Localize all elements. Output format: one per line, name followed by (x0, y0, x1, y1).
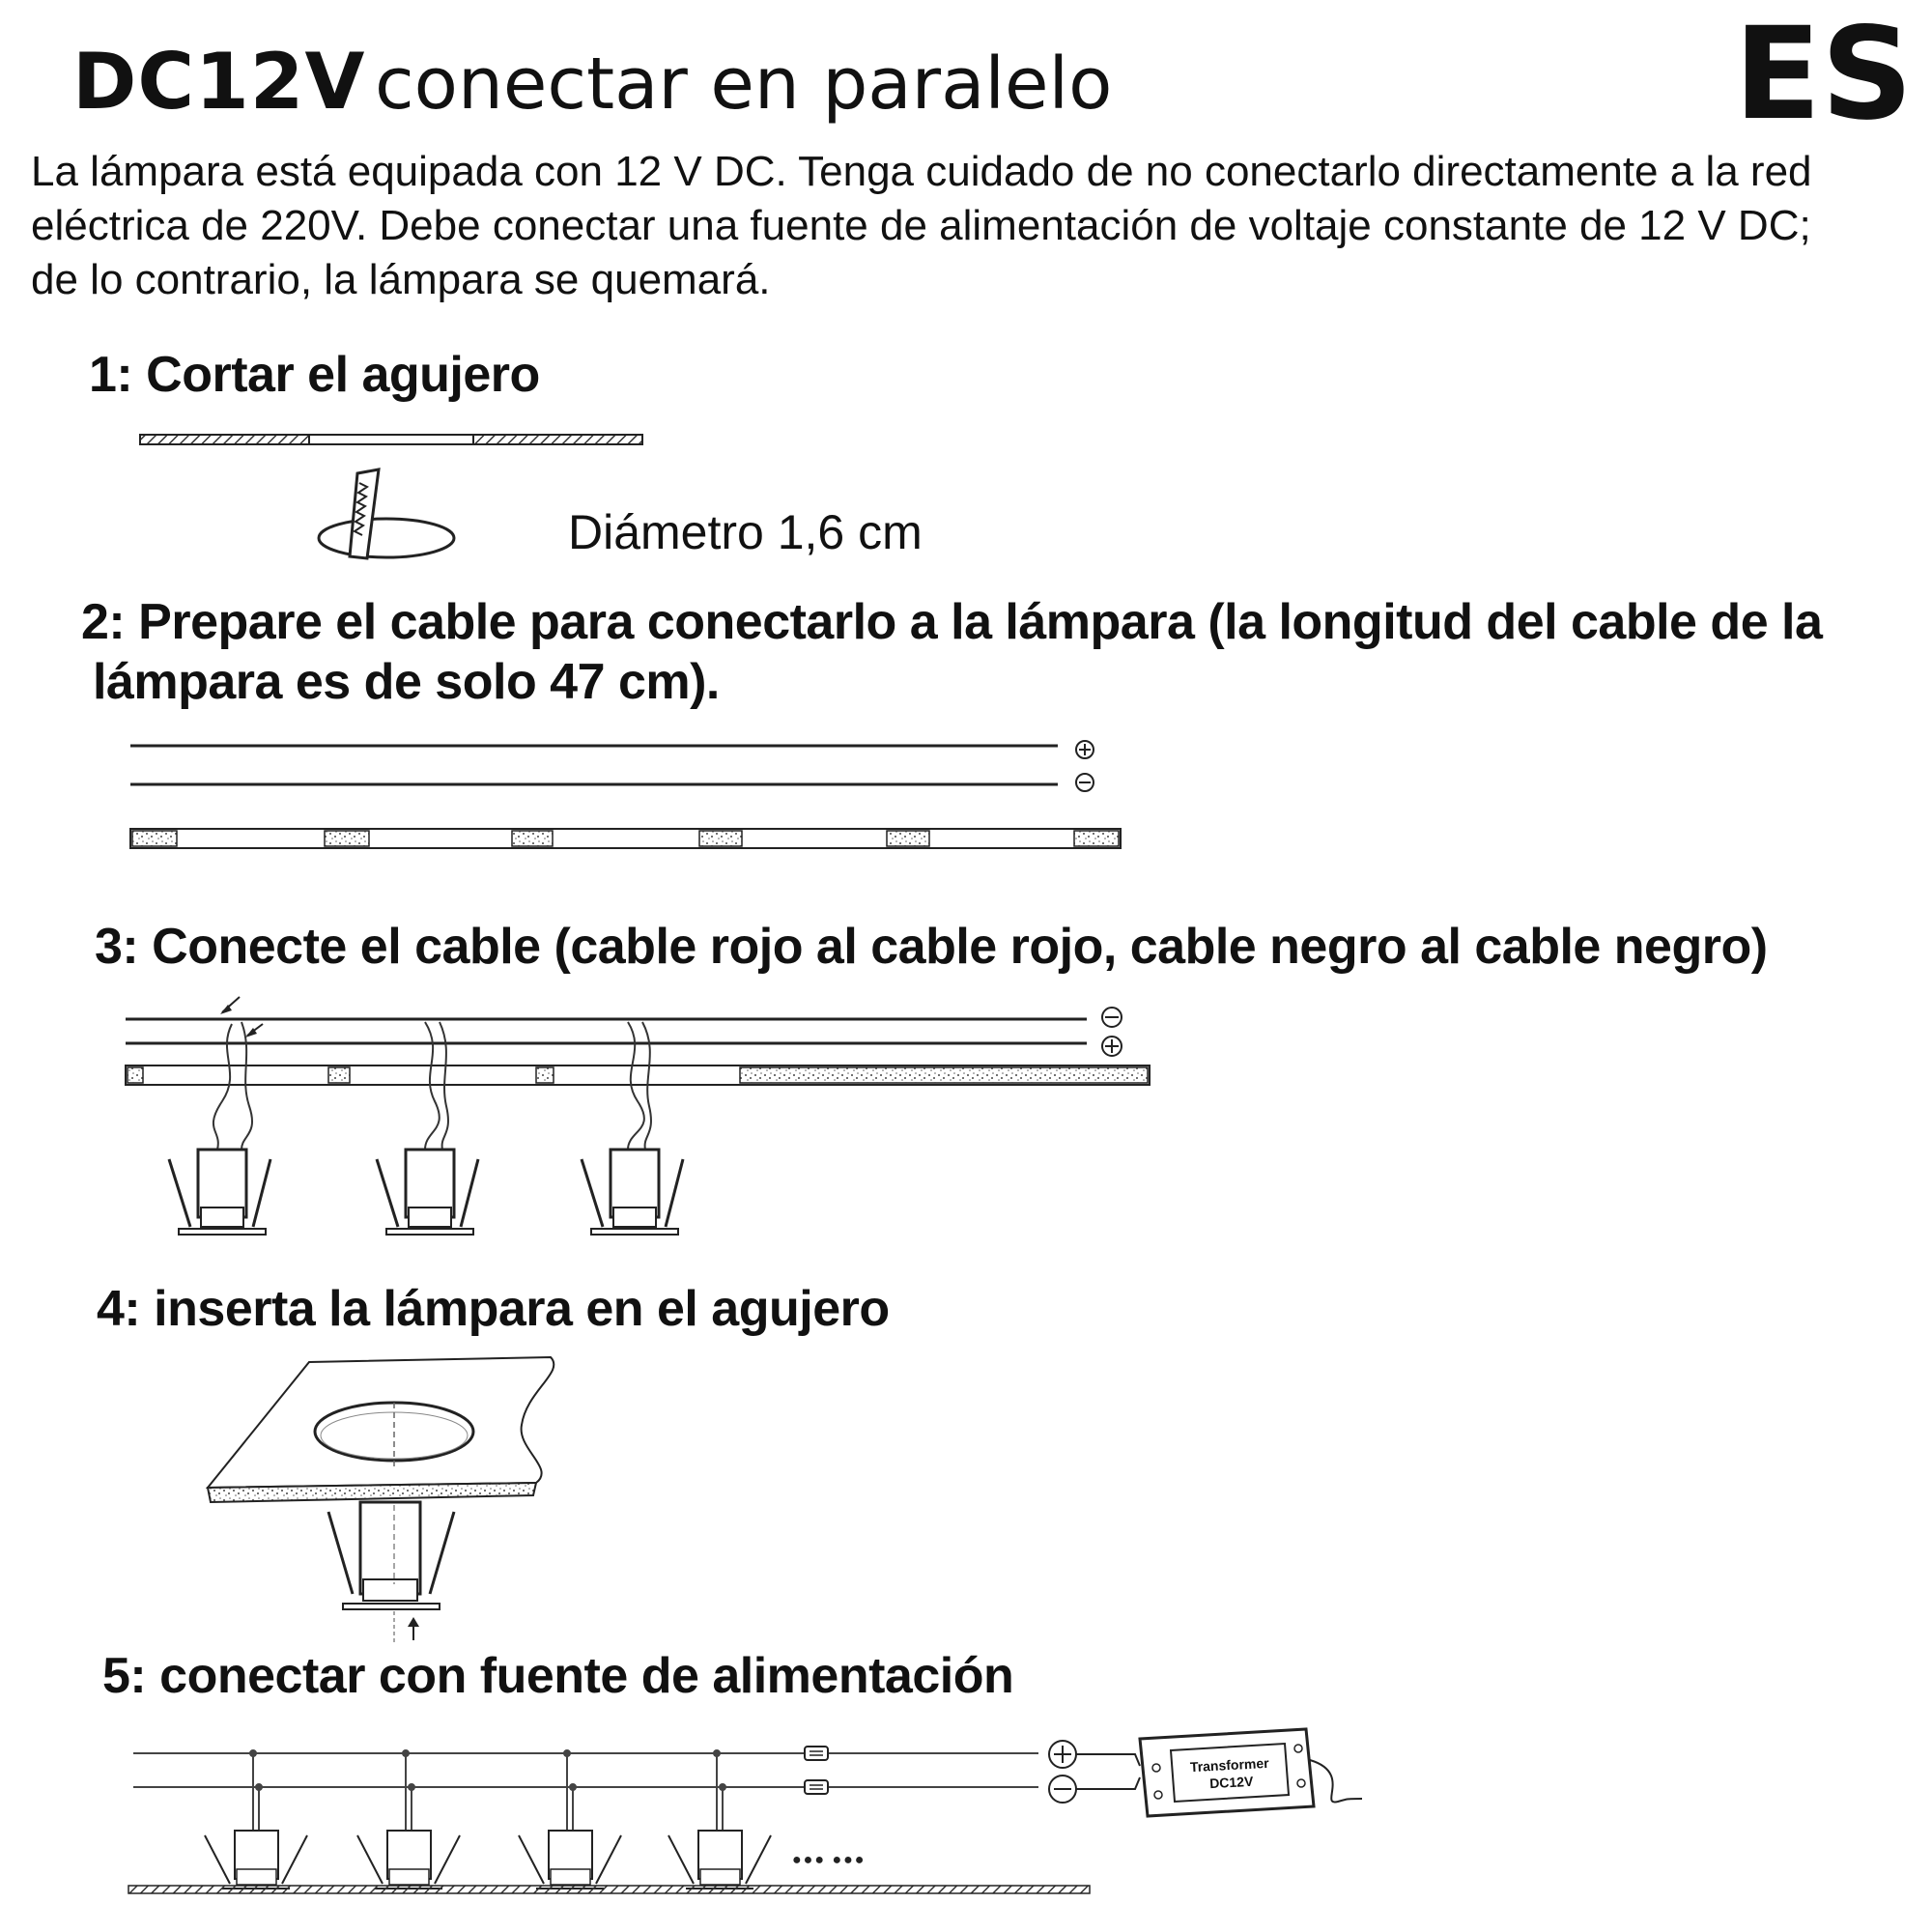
step-5-title: 5: conectar con fuente de alimentación (102, 1648, 1014, 1704)
lamp-icon (519, 1831, 621, 1889)
intro-line-3: de lo contrario, la lámpara se quemará. (31, 256, 771, 303)
more-lamps-ellipsis: ●●● ●●● (792, 1852, 867, 1868)
step-4-diagram (208, 1357, 554, 1642)
step-3-title: 3: Conecte el cable (cable rojo al cable rojo, cable negro al cable negro) (95, 919, 1768, 975)
step-1-diameter: Diámetro 1,6 cm (568, 505, 923, 559)
language-code: ES (1734, 0, 1914, 149)
plus-terminal-icon (1076, 741, 1094, 758)
lamp-icon (357, 1831, 460, 1889)
step-3-diagram (126, 997, 1150, 1235)
minus-terminal-icon (1049, 1776, 1076, 1803)
lamp-icon (328, 1502, 454, 1609)
step-5-diagram (128, 1729, 1362, 1893)
minus-terminal-icon (1102, 1008, 1122, 1027)
lamp-icon (668, 1831, 771, 1889)
step-2-title-line-1: 2: Prepare el cable para conectarlo a la lámpara (la longitud del cable de la (81, 594, 1823, 650)
step-2-title-line-2: lámpara es de solo 47 cm). (93, 654, 720, 710)
step-1-title: 1: Cortar el agujero (89, 347, 540, 403)
minus-terminal-icon (1076, 774, 1094, 791)
intro-line-1: La lámpara está equipada con 12 V DC. Tenga cuidado de no conectarlo directamente a la red (31, 148, 1812, 195)
step-4-title: 4: inserta la lámpara en el agujero (97, 1281, 890, 1337)
step-1-diagram (140, 435, 642, 558)
lamp-icon (205, 1831, 307, 1889)
lamp-icon (582, 1022, 683, 1235)
hole-saw-icon (350, 469, 379, 558)
transformer-box (1140, 1729, 1314, 1816)
plus-terminal-icon (1049, 1741, 1076, 1768)
intro-line-2: eléctrica de 220V. Debe conectar una fuente de alimentación de voltaje constante de 12 V DC; (31, 202, 1811, 249)
transformer-label-line-1: Transformer (1189, 1754, 1269, 1776)
plus-terminal-icon (1102, 1037, 1122, 1056)
transformer-label-line-2: DC12V (1208, 1773, 1254, 1792)
title-voltage: DC12V (72, 37, 366, 127)
title-subtitle: conectar en paralelo (375, 43, 1113, 126)
up-arrow-icon (394, 1611, 419, 1642)
lamp-icon (377, 1022, 478, 1235)
step-2-diagram (130, 741, 1121, 848)
lamp-icon (169, 1022, 270, 1235)
